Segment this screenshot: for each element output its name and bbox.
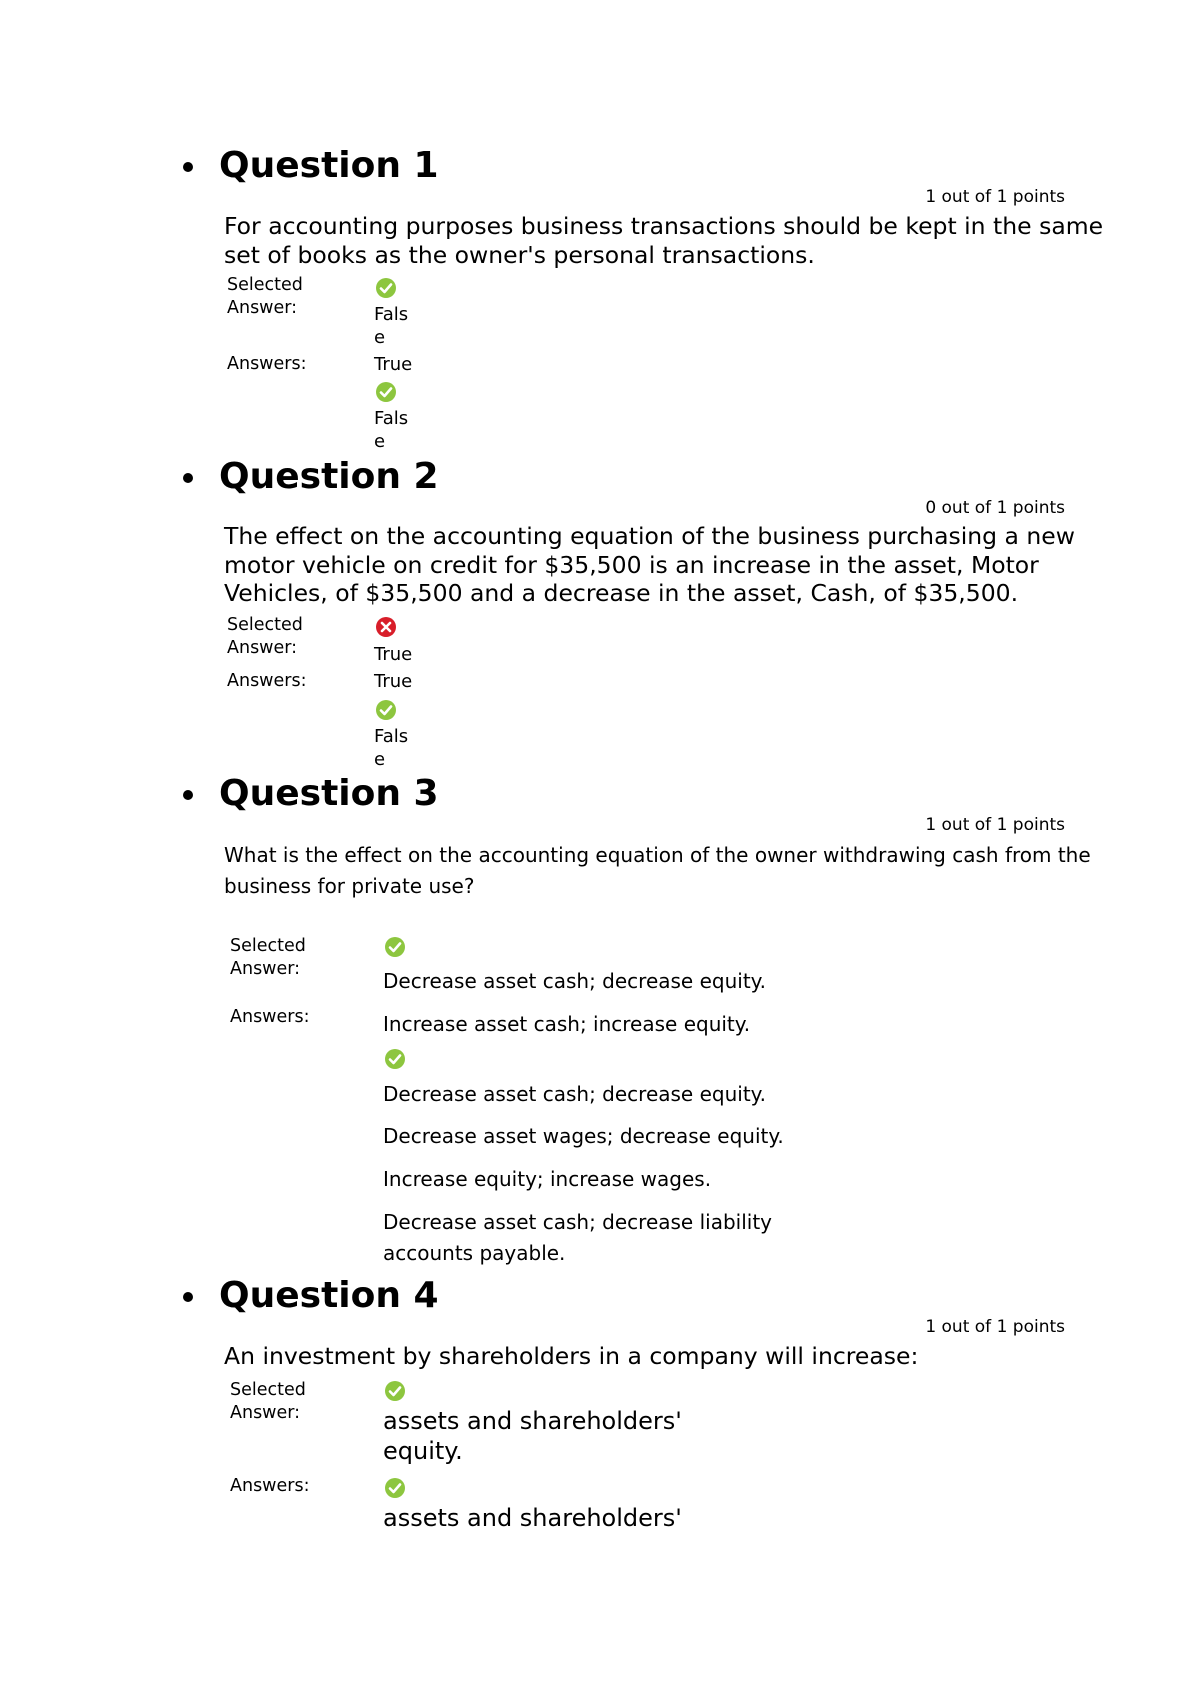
checkmark-icon (376, 382, 396, 402)
selected-answer-label: Selected Answer: (230, 936, 306, 979)
x-icon (376, 617, 396, 637)
checkmark-icon (376, 278, 396, 298)
selected-answer-label: Selected Answer: (230, 1380, 306, 1423)
selected-answer-value: assets and shareholders' equity. (383, 1407, 682, 1465)
selected-answer-value: Decrease asset cash; decrease equity. (383, 969, 767, 993)
answers-label: Answers: (227, 354, 307, 374)
points-score: 1 out of 1 points (925, 187, 1065, 207)
bullet (183, 473, 193, 483)
checkmark-icon (385, 1478, 405, 1498)
answer-option: True (374, 354, 413, 375)
question-title: Question 4 (219, 1275, 439, 1316)
question-title: Question 3 (219, 773, 439, 814)
question-text: An investment by shareholders in a company will increase: (224, 1342, 919, 1370)
question-text: For accounting purposes business transactions should be kept in the same set of books as the owner's personal transactions. (224, 212, 1104, 269)
answers-label: Answers: (230, 1007, 310, 1027)
checkmark-icon (385, 1381, 405, 1401)
bullet (183, 1292, 193, 1302)
selected-answer-value: False (374, 304, 409, 348)
answer-option: Increase asset cash; increase equity. (383, 1012, 751, 1036)
bullet (183, 790, 193, 800)
answer-option: False (374, 726, 409, 770)
answer-option: Decrease asset cash; decrease equity. (383, 1082, 767, 1106)
checkmark-icon (376, 700, 396, 720)
points-score: 0 out of 1 points (925, 498, 1065, 518)
answer-option: False (374, 408, 409, 452)
answer-option: Decrease asset cash; decrease liability accounts payable. (383, 1210, 773, 1265)
points-score: 1 out of 1 points (925, 1317, 1065, 1337)
answers-label: Answers: (227, 671, 307, 691)
answer-option: Increase equity; increase wages. (383, 1167, 712, 1191)
question-title: Question 1 (219, 145, 439, 186)
selected-answer-value: True (374, 644, 413, 665)
checkmark-icon (385, 937, 405, 957)
answer-option: True (374, 671, 413, 692)
checkmark-icon (385, 1049, 405, 1069)
selected-answer-label: Selected Answer: (227, 275, 303, 318)
question-text: What is the effect on the accounting equation of the owner withdrawing cash from the business for private use? (224, 843, 1091, 898)
points-score: 1 out of 1 points (925, 815, 1065, 835)
question-text: The effect on the accounting equation of the business purchasing a new motor vehicle on credit for $35,500 is an increase in the asset, Motor Vehicles, of $35,500 and a decrease in the asset, Cash, of $35,500. (224, 522, 1075, 607)
bullet (183, 162, 193, 172)
answer-option: Decrease asset wages; decrease equity. (383, 1124, 784, 1148)
selected-answer-label: Selected Answer: (227, 615, 303, 658)
question-title: Question 2 (219, 456, 439, 497)
answer-option: assets and shareholders' (383, 1504, 682, 1532)
answers-label: Answers: (230, 1476, 310, 1496)
